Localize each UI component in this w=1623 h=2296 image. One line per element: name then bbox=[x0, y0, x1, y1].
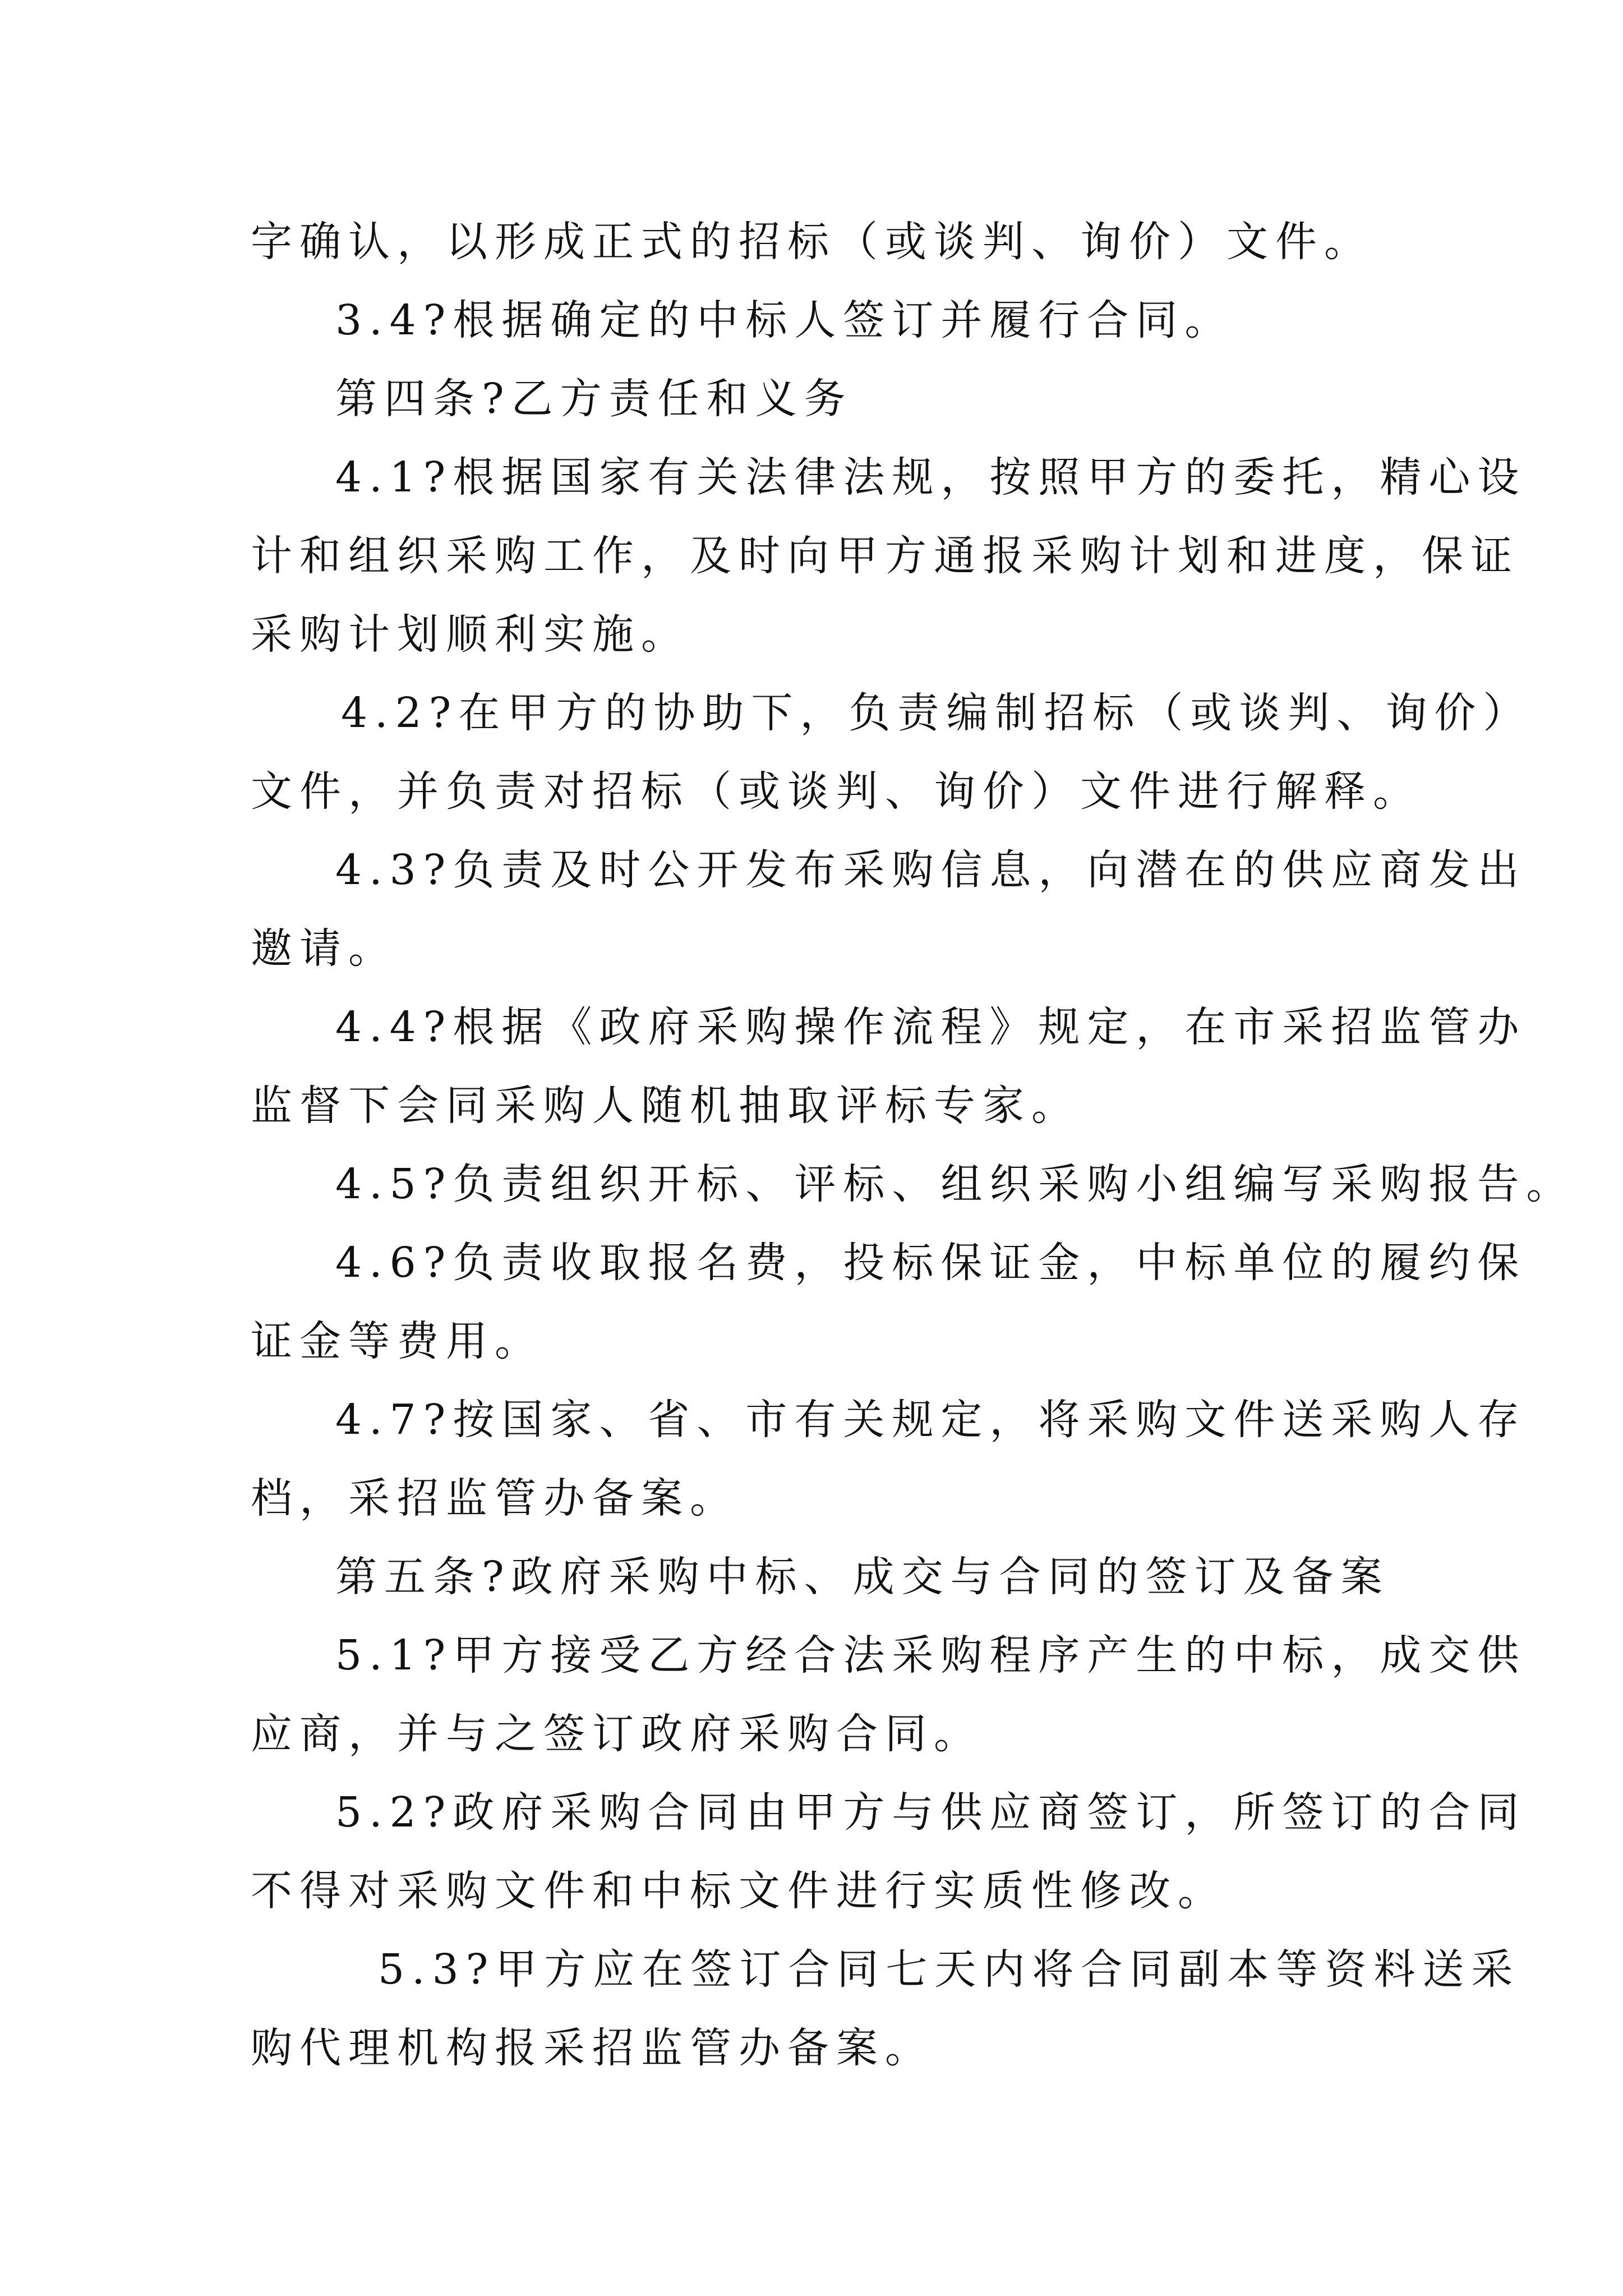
text-line: 4.5?负责组织开标、评标、组织采购小组编写采购报告。 bbox=[335, 1160, 1575, 1208]
text-line: 档，采招监管办备案。 bbox=[251, 1474, 739, 1522]
text-line: 字确认，以形成正式的招标（或谈判、询价）文件。 bbox=[251, 218, 1373, 266]
text-line: 4.4?根据《政府采购操作流程》规定，在市采招监管办 bbox=[335, 1003, 1527, 1051]
text-line: 计和组织采购工作，及时向甲方通报采购计划和进度，保证 bbox=[251, 532, 1519, 580]
text-line: 文件，并负责对招标（或谈判、询价）文件进行解释。 bbox=[251, 767, 1422, 816]
text-line: 5.1?甲方接受乙方经合法采购程序产生的中标，成交供 bbox=[335, 1631, 1527, 1680]
text-line: 不得对采购文件和中标文件进行实质性修改。 bbox=[251, 1867, 1227, 1915]
text-line: 4.3?负责及时公开发布采购信息，向潜在的供应商发出 bbox=[335, 846, 1527, 894]
text-line: 3.4?根据确定的中标人签订并履行合同。 bbox=[335, 296, 1234, 344]
text-line: 5.2?政府采购合同由甲方与供应商签订，所签订的合同 bbox=[335, 1788, 1527, 1837]
text-line: 应商，并与之签订政府采购合同。 bbox=[251, 1710, 983, 1758]
text-line: 4.6?负责收取报名费，投标保证金，中标单位的履约保 bbox=[335, 1239, 1527, 1287]
section-heading: 第五条?政府采购中标、成交与合同的签订及备案 bbox=[335, 1553, 1390, 1601]
text-line: 监督下会同采购人随机抽取评标专家。 bbox=[251, 1082, 1080, 1130]
text-line: 证金等费用。 bbox=[251, 1317, 543, 1365]
text-line: 采购计划顺利实施。 bbox=[251, 610, 690, 659]
text-line: 5.3?甲方应在签订合同七天内将合同副本等资料送采 bbox=[378, 1945, 1520, 1994]
text-line: 4.2?在甲方的协助下，负责编制招标（或谈判、询价） bbox=[341, 689, 1532, 737]
section-heading: 第四条?乙方责任和义务 bbox=[335, 375, 853, 423]
text-line: 4.1?根据国家有关法律法规，按照甲方的委托，精心设 bbox=[335, 453, 1527, 501]
text-line: 邀请。 bbox=[251, 924, 397, 973]
text-line: 购代理机构报采招监管办备案。 bbox=[251, 2024, 934, 2072]
text-line: 4.7?按国家、省、市有关规定，将采购文件送采购人存 bbox=[335, 1396, 1527, 1444]
